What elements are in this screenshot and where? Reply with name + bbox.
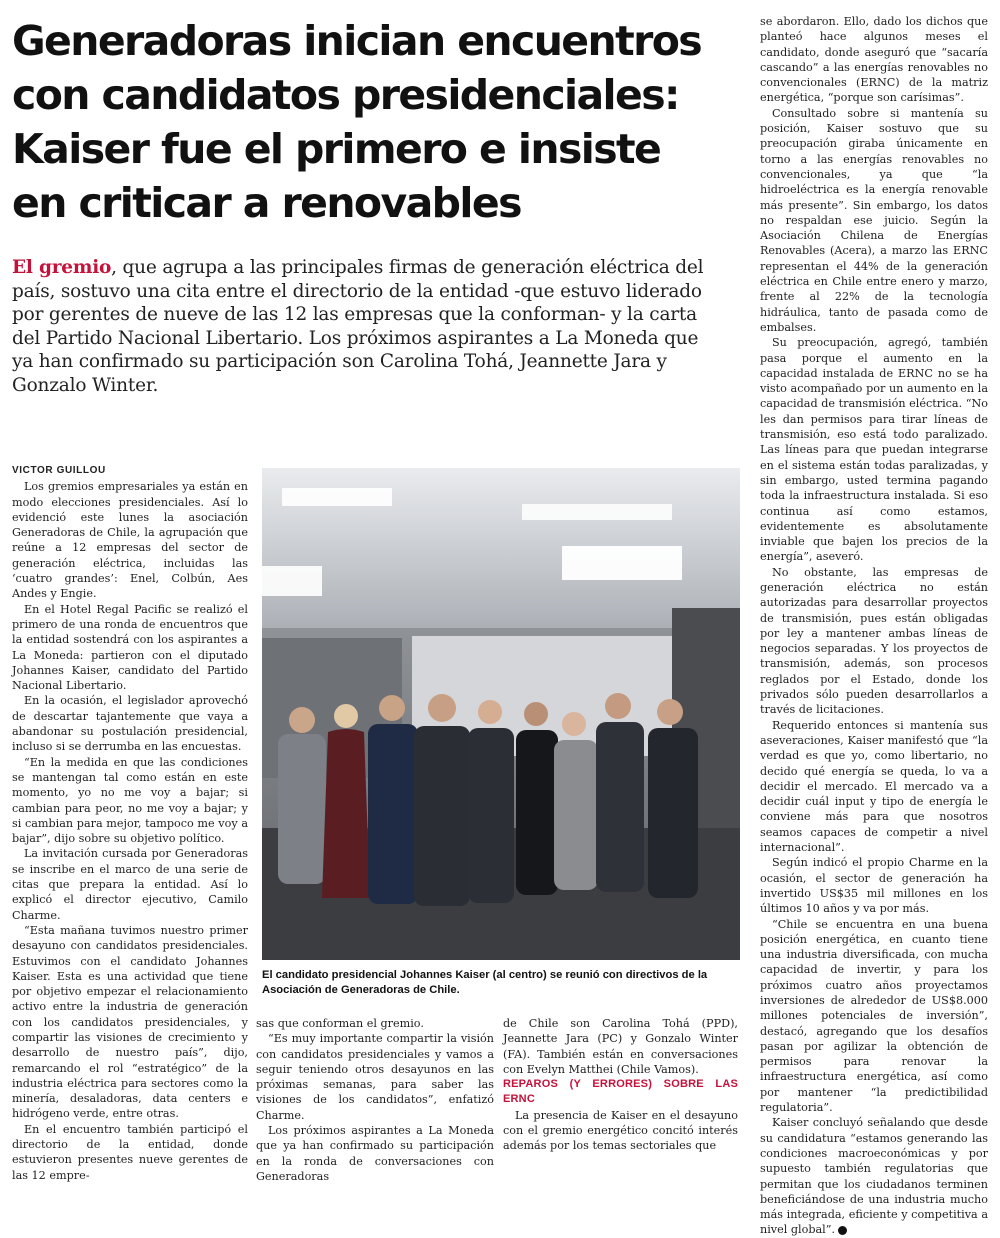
paragraph: “Chile se encuentra en una buena posición energética, en cuanto tiene una industria diversificada, con mucha capacidad de invertir, y para los próximos cuatro años proyectamos inversiones de alrededor de US$8.000 millones potenciales de inversión”, destacó, agregando que los desafíos pasan por agilizar la obtención de permisos para renovar la infraestructura energética, así como por mantener “la predictibilidad regulatoria”. bbox=[760, 917, 988, 1115]
paragraph: Según indicó el propio Charme en la ocasión, el sector de generación ha invertido US$35 mil millones en los últimos 10 años y va por más. bbox=[760, 856, 988, 916]
headline-line: con candidatos presidenciales: bbox=[12, 71, 679, 119]
headline-line: Kaiser fue el primero e insiste bbox=[12, 125, 661, 173]
paragraph-final bbox=[760, 1115, 988, 1237]
headline bbox=[12, 14, 732, 230]
photo-caption: El candidato presidencial Johannes Kaiser (al centro) se reunió con directivos de la Asociación de Generadoras de Chile. bbox=[262, 969, 708, 996]
article-column-1 bbox=[12, 463, 248, 1183]
lead-paragraph bbox=[12, 256, 724, 398]
headline-line: en criticar a renovables bbox=[12, 179, 521, 227]
paragraph: En el encuentro también participó el directorio de la entidad, donde estuvieron presentes nueve gerentes de las 12 empre- bbox=[12, 1122, 248, 1182]
headline-line: Generadoras inician encuentros bbox=[12, 17, 702, 65]
paragraph: “Es muy importante compartir la visión con candidatos presidenciales y vamos a seguir teniendo otros desayunos en las próximas semanas, para saber las visiones de los candidatos”, enfatizó Charme. bbox=[256, 1032, 494, 1122]
paragraph: Su preocupación, agregó, también pasa porque el aumento en la capacidad instalada de ERNC no se ha visto acompañado por un aumento en la capacidad de transmisión eléctrica. “No les dan permisos para tirar líneas de transmisión, eso está todo paralizado. Las líneas para que puedan integrarse en el sistema están todas paralizadas, y sin embargo, usted termina pagando toda la infraestructura instalada. Si eso continua así como estamos, evidentemente es absolutamente inviable que bajen los precios de la energía”, aseveró. bbox=[760, 336, 988, 564]
paragraph: “Esta mañana tuvimos nuestro primer desayuno con candidatos presidenciales. Estuvimos con el candidato Johannes Kaiser. Esta es una actividad que tiene por objetivo empezar el relacionamiento activo entre la industria de generación con los candidatos presidenciales, y compartir las visiones de crecimiento y desarrollo de nuestro país”, dijo, remarcando el rol “estratégico” de la industria eléctrica para sectores como la minería, desaladoras, data centers e hidrógeno verde, entre otras. bbox=[12, 923, 248, 1121]
paragraph: Los gremios empresariales ya están en modo elecciones presidenciales. Así lo evidenció este lunes la asociación Generadoras de Chile, la agrupación que reúne a 12 empresas del sector de generación eléctrica, incluidas las ‘cuatro grandes’: Enel, Colbún, Aes Andes y Engie. bbox=[12, 480, 248, 601]
paragraph: se abordaron. Ello, dado los dichos que planteó hace algunos meses el candidato, donde aseguró que “sacaría cascando” a las energías renovables no convencionales (ERNC) de la matriz energética, “porque son carísimas”. bbox=[760, 15, 988, 105]
paragraph: Consultado sobre si mantenía su posición, Kaiser sostuvo que su preocupación giraba únicamente en torno a las energías renovables no convencionales, ya que “la hidroeléctrica es la energía renovable más presente”. Sin embargo, los datos no respaldan ese juicio. Según la Asociación Chilena de Energías Renovables (Acera), a marzo las ERNC representan el 44% de la generación eléctrica en Chile entre enero y marzo, frente al 22% de la tecnología hidráulica, tanto de pasada como de embalses. bbox=[760, 106, 988, 334]
byline: VICTOR GUILLOU bbox=[12, 465, 106, 476]
section-subhead: REPAROS (Y ERRORES) SOBRE LAS ERNC bbox=[503, 1078, 738, 1106]
article-column-3 bbox=[503, 1016, 738, 1154]
paragraph-final-text: Kaiser concluyó señalando que desde su candidatura “estamos generando las condiciones macroeconómicas y por supuesto también regulatorias que permitan que los ciudadanos terminen beneficiándose de una industria mucho más integrada, eficiente y competitiva a nivel global”. bbox=[760, 1116, 988, 1237]
paragraph: No obstante, las empresas de generación eléctrica no están autorizadas para desarrollar proyectos de transmisión, pues están obligadas por ley a mantener ambas líneas de negocios separadas. Y los proyectos de transmisión, además, son procesos reglados por el Estado, donde los privados sólo pueden desarrollarlos a través de licitaciones. bbox=[760, 565, 988, 717]
news-photo bbox=[262, 468, 740, 960]
paragraph: La invitación cursada por Generadoras se inscribe en el marco de una serie de citas que prepara la entidad. Así lo explicó el director ejecutivo, Camilo Charme. bbox=[12, 847, 248, 922]
article-column-4 bbox=[760, 14, 988, 1238]
paragraph: En el Hotel Regal Pacific se realizó el primero de una ronda de encuentros que la entidad sostendrá con los aspirantes a La Moneda: partieron con el diputado Johannes Kaiser, candidato del Partido Nacional Libertario. bbox=[12, 602, 248, 693]
paragraph: Requerido entonces si mantenía sus aseveraciones, Kaiser manifestó que “la verdad es que yo, como libertario, no decido qué energía se queda, lo va a decidir el mercado. El mercado va a decidir cuál input y tipo de energía le conviene más para que nosotros seamos capaces de competir a nivel internacional”. bbox=[760, 718, 988, 855]
paragraph: Los próximos aspirantes a La Moneda que ya han confirmado su participación en la ronda de conversaciones con Generadoras bbox=[256, 1124, 494, 1183]
lead-kicker: El gremio bbox=[12, 257, 112, 278]
group-photo-illustration bbox=[262, 468, 740, 960]
paragraph: de Chile son Carolina Tohá (PPD), Jeannette Jara (PC) y Gonzalo Winter (FA). También están en conversaciones con Evelyn Matthei (Chile Vamos). bbox=[503, 1017, 738, 1076]
article-column-2 bbox=[256, 1016, 494, 1184]
paragraph: “En la medida en que las condiciones se mantengan tal como están en este momento, yo no me voy a bajar; si cambian para peor, no me voy a bajar; y si cambian para mejor, tampoco me voy a bajar”, dijo sobre su objetivo político. bbox=[12, 755, 248, 846]
paragraph: sas que conforman el gremio. bbox=[256, 1017, 424, 1030]
paragraph: La presencia de Kaiser en el desayuno con el gremio energético concitó interés además por los temas sectoriales que bbox=[503, 1108, 738, 1153]
end-of-article-icon bbox=[838, 1226, 847, 1235]
lead-text: , que agrupa a las principales firmas de generación eléctrica del país, sostuvo una cita entre el directorio de la entidad -que estuvo liderado por gerentes de nueve de las 12 las empresas que la conforman- y la carta del Partido Nacional Libertario. Los próximos aspirantes a La Moneda que ya han confirmado su participación son Carolina Tohá, Jeannette Jara y Gonzalo Winter. bbox=[12, 257, 704, 396]
paragraph: En la ocasión, el legislador aprovechó de descartar tajantemente que vaya a abandonar su postulación presidencial, incluso si se derrumba en las encuestas. bbox=[12, 694, 248, 754]
